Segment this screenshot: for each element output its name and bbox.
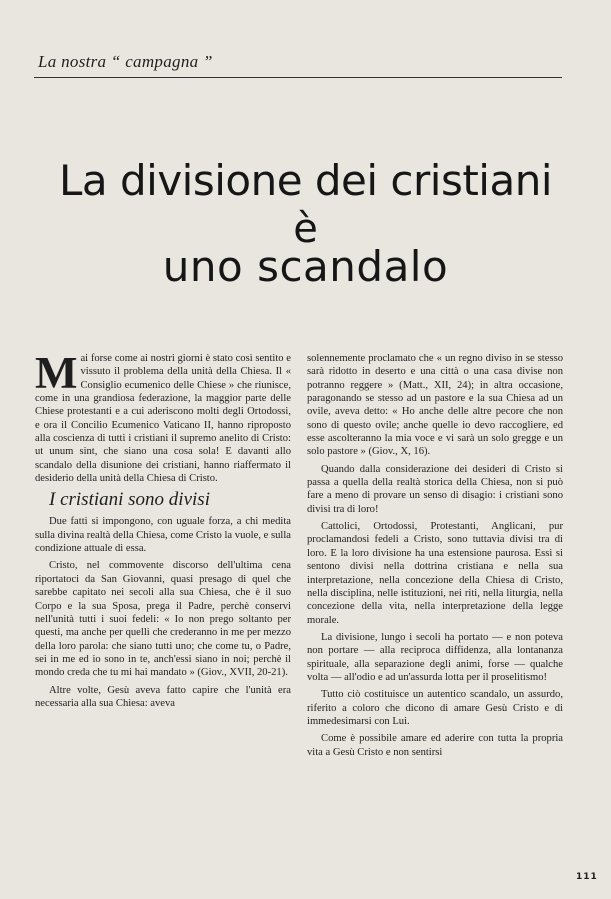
section-title: I cristiani sono divisi	[49, 489, 210, 511]
body-paragraph: solennemente proclamato che « un regno diviso in se stesso sarà ridotto in deserto e una città o una casa divise non potranno reggere » (Matt., XII, 24); in altra occasione, paragonando se stesso ad un pastore e la sua Chiesa ad un ovile, aveva detto: « Ho anche delle altre pecore che non sono di questo ovile; anche quelle io devo raccogliere, ed esse ascolteranno la mia voce e vi sarà un solo gregge e un solo pastore » (Giov., X, 16).	[307, 353, 563, 458]
body-paragraph: Cattolici, Ortodossi, Protestanti, Anglicani, pur proclamandosi fedeli a Cristo, sono tuttavia divisi tra di loro. E la loro divisione ha una estensione paurosa. Essi si sentono divisi nella dottrina cristiana e nella sua interpretazione, nella concezione della Chiesa di Cristo, nella disciplina, nelle istituzioni, nei riti, nella liturgia, nella concezione della vita, nella interpretazione della legge morale.	[307, 521, 563, 626]
title-line-3: uno scandalo	[162, 242, 449, 291]
body-paragraph: La divisione, lungo i secoli ha portato — e non poteva non portare — alla reciproca diffidenza, alla lontananza spirituale, alla separazione degli animi, forse — qualche volta — all'odio e ad un'assurda lotta per il proselitismo!	[307, 631, 563, 683]
body-paragraph: Come è possibile amare ed aderire con tutta la propria vita a Gesù Cristo e non sentirsi	[307, 733, 563, 758]
page-number: 111	[576, 872, 598, 882]
body-paragraph: Altre volte, Gesù aveva fatto capire che l'unità era necessaria alla sua Chiesa: aveva	[35, 684, 291, 709]
header-rule	[34, 77, 562, 78]
title-line-2: è	[293, 206, 318, 252]
title-line-1: La divisione dei cristiani	[59, 156, 552, 205]
drop-cap: M	[35, 348, 78, 398]
body-paragraph: Quando dalla considerazione dei desideri di Cristo si passa a quella della realtà storica della Chiesa, non si può fare a meno di provare un senso di disagio: i cristiani sono divisi tra di loro!	[307, 463, 563, 515]
intro-paragraph	[35, 348, 291, 485]
body-paragraph: Cristo, nel commovente discorso dell'ultima cena riportatoci da San Giovanni, quasi presago di quel che sarebbe capitato nei secoli alla sua Chiesa, che è il suo Corpo e la sua Sposa, prega il Padre, perchè conservi nell'unità tutti i suoi fedeli: « Io non prego soltanto per questi, ma anche per quelli che crederanno in me per mezzo della loro parola: che siano tutti uno; che come tu, o Padre, sei in me ed io sono in te, anch'essi siano in noi; perchè il mondo creda che tu mi hai mandato » (Giov., XVII, 20-21).	[35, 560, 291, 679]
intro-text: ai forse come ai nostri giorni è stato così sentito e vissuto il problema della unità della Chiesa. Il « Consiglio ecumenico delle Chiese » che riunisce, come in una grandiosa federazione, la maggior parte delle Chiese protestanti e a cui aderiscono molti degli Ortodossi, e ora il Concilio Ecumenico Vaticano II, hanno riproposto alla coscienza di tutti i cristiani il supremo anelito di Cristo: ut unum sint, che siano una cosa sola! E davanti allo scandalo della disunione dei cristiani, hanno riaffermato il desiderio della unità della Chiesa di Cristo.	[35, 353, 291, 485]
right-column	[307, 352, 563, 759]
body-paragraph: Tutto ciò costituisce un autentico scandalo, un assurdo, riferito a coloro che dicono di amare Gesù Cristo e di immedesimarsi con Lui.	[307, 689, 563, 727]
running-head: La nostra “ campagna ”	[38, 52, 213, 71]
left-column	[35, 348, 291, 710]
body-paragraph: Due fatti si impongono, con uguale forza, a chi medita sulla divina realtà della Chiesa, come Cristo la vuole, e sulla condizione attuale di essa.	[35, 516, 291, 555]
